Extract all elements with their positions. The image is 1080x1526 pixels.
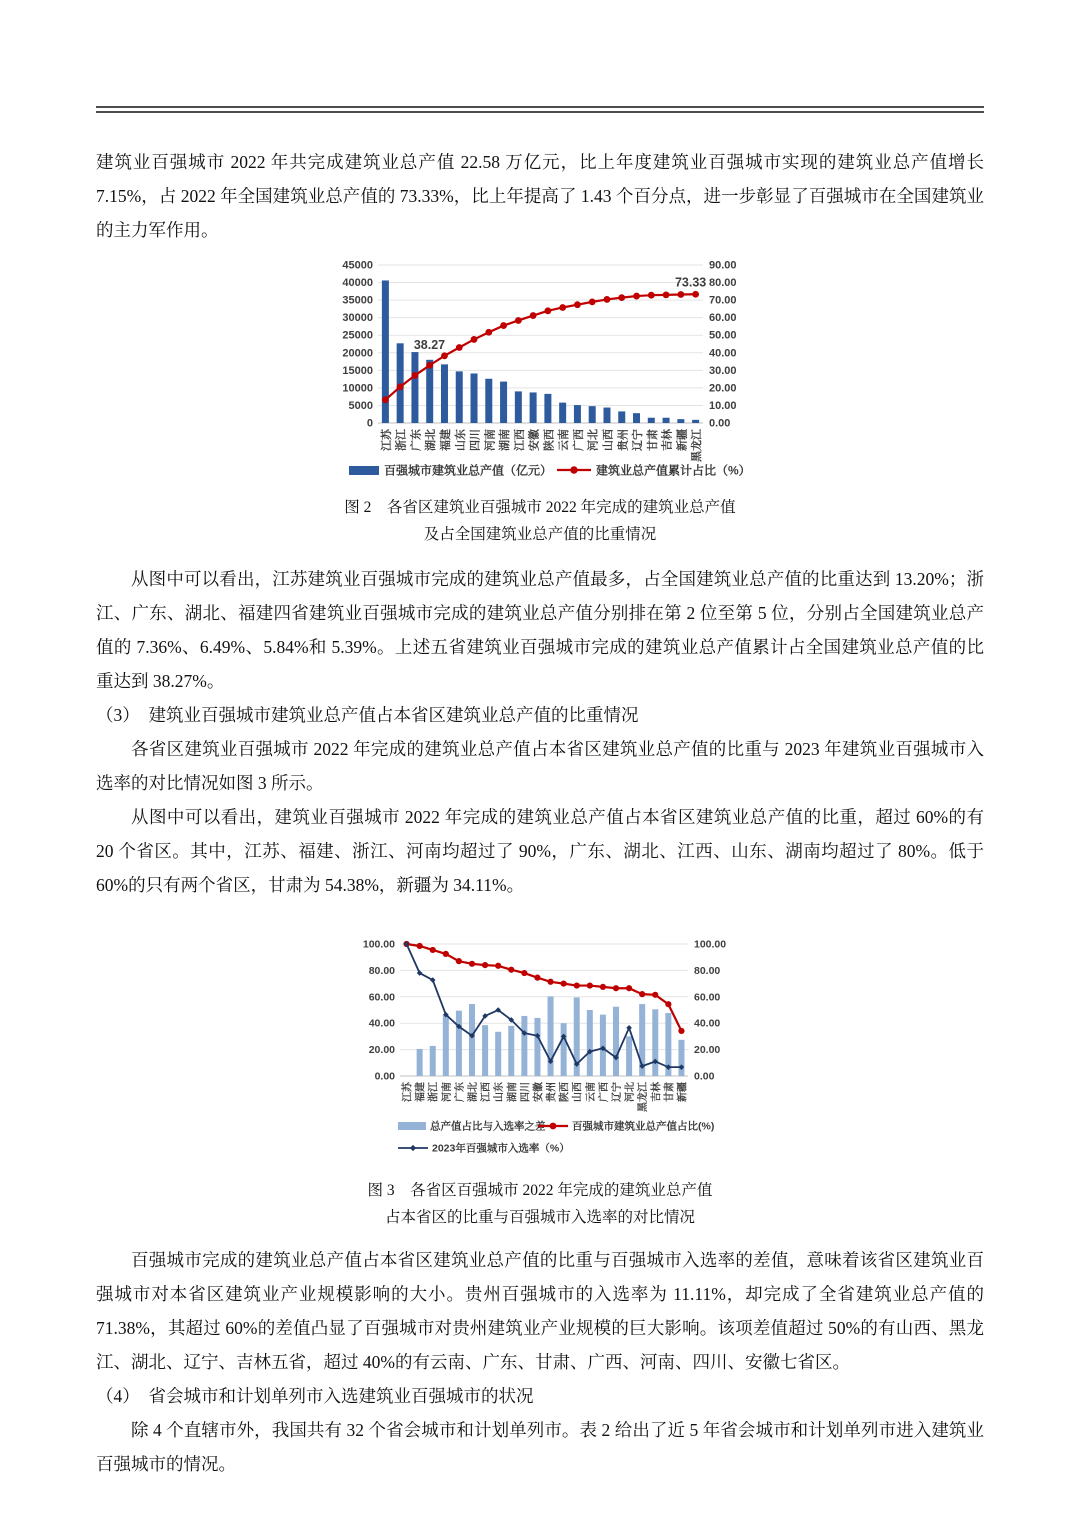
svg-text:100.00: 100.00	[694, 938, 727, 951]
svg-text:40.00: 40.00	[368, 1017, 395, 1030]
svg-text:广西: 广西	[598, 1082, 610, 1102]
svg-text:总产值占比与入选率之差: 总产值占比与入选率之差	[430, 1120, 546, 1133]
svg-text:10.00: 10.00	[709, 399, 737, 412]
figure-3-chart-area	[362, 930, 984, 1169]
svg-text:60.00: 60.00	[368, 991, 395, 1004]
svg-text:80.00: 80.00	[368, 964, 395, 977]
svg-text:山西: 山西	[602, 429, 615, 451]
svg-text:新疆: 新疆	[676, 429, 689, 451]
section-4-heading: （4） 省会城市和计划单列市入选建筑业百强城市的状况	[96, 1386, 534, 1406]
figure-2-chart-area	[333, 255, 984, 486]
svg-text:黑龙江: 黑龙江	[638, 1082, 650, 1112]
svg-text:建筑业总产值累计占比（%）: 建筑业总产值累计占比（%）	[596, 463, 751, 478]
paragraph-overview: 建筑业百强城市 2022 年共完成建筑业总产值 22.58 万亿元，比上年度建筑业百强城市实现的建筑业总产值增长 7.15%，占 2022 年全国建筑业总产值的 73.33%，比上年提高了 1.43 个百分点，进一步彰显了百强城市在全国建筑业的主力军作用。	[96, 152, 984, 240]
svg-text:吉林: 吉林	[651, 1082, 663, 1102]
svg-text:山东: 山东	[494, 1082, 506, 1102]
figure-2-combo-chart	[333, 255, 753, 481]
figure-3-caption-line1: 图 3 各省区百强城市 2022 年完成的建筑业总产值	[367, 1182, 713, 1199]
svg-text:20.00: 20.00	[368, 1044, 395, 1057]
figure-2	[96, 255, 984, 548]
svg-text:黑龙江: 黑龙江	[691, 429, 704, 462]
svg-text:20.00: 20.00	[694, 1044, 721, 1057]
figure-3-caption	[96, 1177, 984, 1231]
svg-text:湖北: 湖北	[425, 429, 438, 451]
svg-text:山西: 山西	[572, 1082, 584, 1102]
figure-2-caption	[96, 494, 984, 548]
svg-text:云南: 云南	[558, 429, 571, 451]
svg-text:60.00: 60.00	[709, 312, 737, 325]
svg-text:云南: 云南	[585, 1082, 597, 1102]
svg-text:河南: 河南	[441, 1082, 453, 1102]
svg-text:山东: 山东	[454, 429, 467, 451]
svg-text:60.00: 60.00	[694, 991, 721, 1004]
svg-text:广东: 广东	[454, 1082, 466, 1102]
figure-2-caption-line1: 图 2 各省区建筑业百强城市 2022 年完成的建筑业总产值	[344, 499, 736, 516]
svg-text:0.00: 0.00	[709, 417, 731, 430]
svg-text:70.00: 70.00	[709, 294, 737, 307]
svg-text:福建: 福建	[439, 429, 452, 451]
svg-text:30.00: 30.00	[709, 364, 737, 377]
svg-text:100.00: 100.00	[362, 938, 395, 951]
svg-text:10000: 10000	[342, 382, 373, 395]
figure-3-caption-line2: 占本省区的比重与百强城市入选率的对比情况	[384, 1209, 695, 1226]
svg-text:30000: 30000	[342, 312, 373, 325]
svg-text:河南: 河南	[484, 429, 497, 451]
svg-text:35000: 35000	[342, 294, 373, 307]
svg-text:20000: 20000	[342, 347, 373, 360]
svg-text:0.00: 0.00	[694, 1070, 715, 1083]
paragraph-fig3-intro: 各省区建筑业百强城市 2022 年完成的建筑业总产值占本省区建筑业总产值的比重与 2023 年建筑业百强城市入选率的对比情况如图 3 所示。	[96, 739, 984, 793]
svg-text:四川: 四川	[520, 1082, 532, 1102]
svg-text:40000: 40000	[342, 277, 373, 290]
svg-text:广西: 广西	[572, 429, 585, 451]
svg-text:5000: 5000	[348, 399, 373, 412]
svg-text:甘肃: 甘肃	[646, 429, 659, 451]
svg-text:辽宁: 辽宁	[632, 429, 645, 451]
svg-text:安徽: 安徽	[533, 1082, 545, 1102]
svg-text:湖南: 湖南	[507, 1082, 519, 1102]
section-3-heading: （3） 建筑业百强城市建筑业总产值占本省区建筑业总产值的比重情况	[96, 705, 639, 725]
svg-text:吉林: 吉林	[661, 429, 674, 451]
paragraph-fig2-analysis: 从图中可以看出，江苏建筑业百强城市完成的建筑业总产值最多，占全国建筑业总产值的比重达到 13.20%；浙江、广东、湖北、福建四省建筑业百强城市完成的建筑业总产值分别排在第 2 位至第 5 位，分别占全国建筑业总产值的 7.36%、6.49%、5.84%和 5.39%。上述五省建筑业百强城市完成的建筑业总产值累计占全国建筑业总产值的比重达到 38.27%。	[96, 569, 984, 691]
svg-text:江苏: 江苏	[380, 429, 393, 451]
document-content	[96, 0, 984, 1481]
svg-text:江苏: 江苏	[402, 1082, 414, 1102]
svg-text:45000: 45000	[342, 259, 373, 272]
svg-text:陕西: 陕西	[543, 429, 556, 451]
svg-text:2023年百强城市入选率（%）: 2023年百强城市入选率（%）	[432, 1142, 570, 1155]
svg-text:江西: 江西	[513, 429, 526, 451]
svg-text:河北: 河北	[587, 429, 600, 451]
svg-text:湖南: 湖南	[499, 429, 512, 451]
svg-text:0.00: 0.00	[374, 1070, 395, 1083]
svg-text:浙江: 浙江	[428, 1082, 440, 1102]
svg-text:四川: 四川	[469, 429, 482, 451]
figure-2-caption-line2: 及占全国建筑业总产值的比重情况	[423, 526, 657, 543]
svg-text:贵州: 贵州	[546, 1082, 558, 1102]
svg-text:陕西: 陕西	[559, 1082, 571, 1102]
svg-text:福建: 福建	[415, 1082, 427, 1102]
paragraph-difference-analysis: 百强城市完成的建筑业总产值占本省区建筑业总产值的比重与百强城市入选率的差值，意味着该省区建筑业百强城市对本省区建筑业产业规模影响的大小。贵州百强城市的入选率为 11.11%，却完成了全省建筑业总产值的 71.38%，其超过 60%的差值凸显了百强城市对贵州建筑业产业规模的巨大影响。该项差值超过 50%的有山西、黑龙江、湖北、辽宁、吉林五省，超过 40%的有云南、广东、甘肃、广西、河南、四川、安徽七省区。	[96, 1250, 984, 1372]
svg-text:80.00: 80.00	[694, 964, 721, 977]
svg-text:贵州: 贵州	[617, 429, 630, 451]
paragraph-capital-cities: 除 4 个直辖市外，我国共有 32 个省会城市和计划单列市。表 2 给出了近 5 年省会城市和计划单列市进入建筑业百强城市的情况。	[96, 1420, 984, 1474]
svg-text:73.33: 73.33	[674, 275, 707, 290]
figure-3-combo-chart	[362, 930, 738, 1164]
svg-text:40.00: 40.00	[709, 347, 737, 360]
svg-text:广东: 广东	[410, 429, 423, 451]
paragraph-fig3-overview: 从图中可以看出，建筑业百强城市 2022 年完成的建筑业总产值占本省区建筑业总产值的比重，超过 60%的有 20 个省区。其中，江苏、福建、浙江、河南均超过了 90%，广东、湖北、江西、山东、湖南均超过了 80%。低于 60%的只有两个省区，甘肃为 54.38%，新疆为 34.11%。	[96, 807, 984, 895]
svg-text:甘肃: 甘肃	[664, 1082, 676, 1102]
svg-text:15000: 15000	[342, 364, 373, 377]
svg-text:新疆: 新疆	[677, 1082, 689, 1102]
svg-text:百强城市建筑业总产值（亿元）: 百强城市建筑业总产值（亿元）	[384, 463, 553, 478]
svg-text:80.00: 80.00	[709, 277, 737, 290]
svg-text:50.00: 50.00	[709, 329, 737, 342]
svg-text:90.00: 90.00	[709, 259, 737, 272]
svg-text:浙江: 浙江	[395, 429, 408, 451]
svg-text:湖北: 湖北	[468, 1082, 479, 1102]
svg-text:25000: 25000	[342, 329, 373, 342]
svg-text:百强城市建筑业总产值占比(%): 百强城市建筑业总产值占比(%)	[572, 1120, 715, 1133]
svg-text:38.27: 38.27	[413, 337, 446, 352]
svg-text:20.00: 20.00	[709, 382, 737, 395]
svg-text:40.00: 40.00	[694, 1017, 721, 1030]
figure-3	[96, 930, 984, 1231]
svg-text:江西: 江西	[481, 1082, 493, 1102]
svg-text:0: 0	[366, 417, 373, 430]
header-rule	[96, 106, 984, 113]
svg-text:安徽: 安徽	[528, 429, 541, 451]
svg-text:河北: 河北	[625, 1082, 637, 1102]
svg-text:辽宁: 辽宁	[612, 1082, 623, 1102]
